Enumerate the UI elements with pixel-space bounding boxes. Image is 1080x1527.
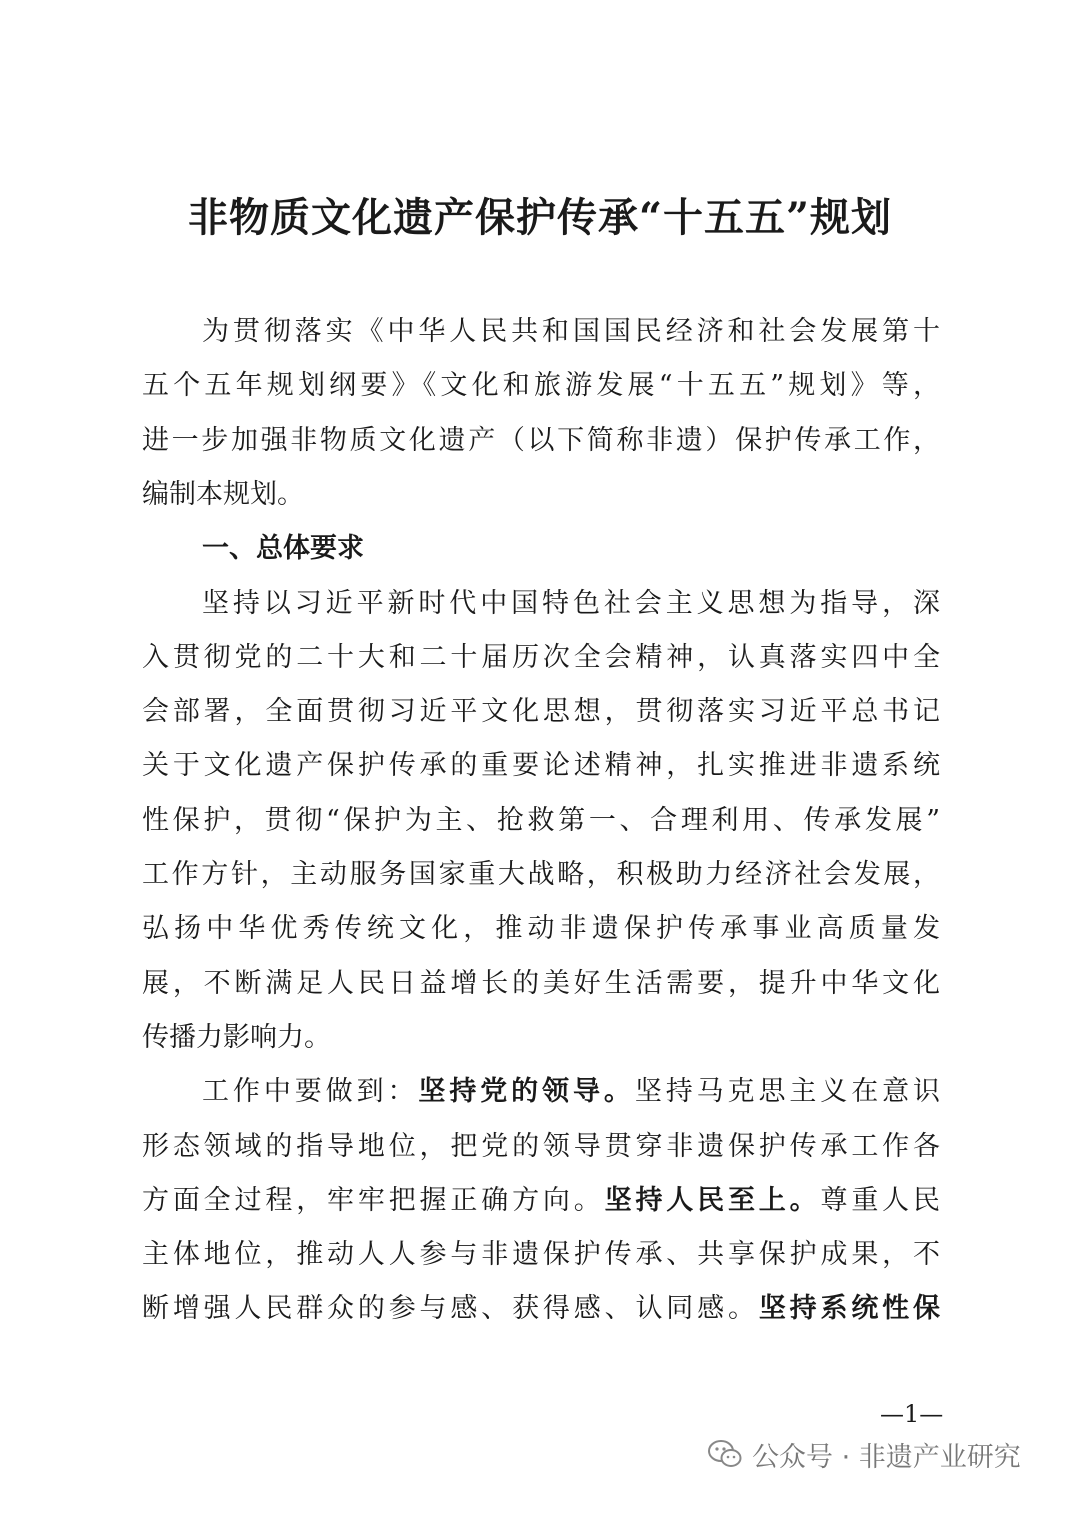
body-line: 关于文化遗产保护传承的重要论述精神，扎实推进非遗系统	[142, 750, 940, 782]
bold-phrase: 坚持党的领导。	[418, 1076, 635, 1108]
body-line	[142, 1072, 940, 1112]
body-line: 传播力影响力。	[142, 1021, 331, 1053]
body-line: 工作方针，主动服务国家重大战略，积极助力经济社会发展，	[142, 859, 940, 890]
body-line: 性保护，贯彻“保护为主、抢救第一、合理利用、传承发展”	[142, 804, 940, 836]
bold-phrase: 坚持系统性保	[758, 1293, 940, 1325]
body-line: 为贯彻落实《中华人民共和国国民经济和社会发展第十	[202, 316, 940, 347]
body-line: 编制本规划。	[142, 478, 304, 510]
body-line: 五个五年规划纲要》《文化和旅游发展“十五五”规划》等，	[142, 370, 940, 402]
account-watermark	[708, 1426, 1021, 1482]
body-line: 弘扬中华优秀传统文化，推动非遗保护传承事业高质量发	[142, 913, 940, 945]
body-line: 展，不断满足人民日益增长的美好生活需要，提升中华文化	[142, 967, 940, 999]
document-title: 非物质文化遗产保护传承“十五五”规划	[187, 194, 892, 241]
page-number: —1—	[880, 1400, 944, 1428]
text-run: 断增强人民群众的参与感、获得感、认同感。	[142, 1293, 759, 1325]
body-line: 进一步加强非物质文化遗产（以下简称非遗）保护传承工作，	[142, 424, 940, 456]
body-line: 入贯彻党的二十大和二十届历次全会精神，认真落实四中全	[142, 641, 940, 673]
text-run: 坚持马克思主义在意识	[634, 1076, 940, 1108]
text-run: 工作中要做到：	[202, 1076, 419, 1108]
watermark-text: 公众号 · 非遗产业研究	[752, 1441, 1021, 1473]
body-line: 形态领域的指导地位，把党的领导贯穿非遗保护传承工作各	[142, 1130, 940, 1162]
body-line: 会部署，全面贯彻习近平文化思想，贯彻落实习近平总书记	[142, 696, 940, 728]
body-line	[142, 1181, 940, 1221]
text-run: 方面全过程，牢牢把握正确方向。	[142, 1184, 605, 1216]
text-run: 尊重人民	[820, 1184, 940, 1216]
bold-phrase: 坚持人民至上。	[604, 1184, 821, 1216]
body-line: 坚持以习近平新时代中国特色社会主义思想为指导，深	[202, 587, 940, 619]
wechat-icon	[708, 1439, 742, 1469]
body-line	[142, 1289, 940, 1329]
section-heading: 一、总体要求	[202, 533, 364, 565]
body-line: 主体地位，推动人人参与非遗保护传承、共享保护成果，不	[142, 1239, 940, 1271]
